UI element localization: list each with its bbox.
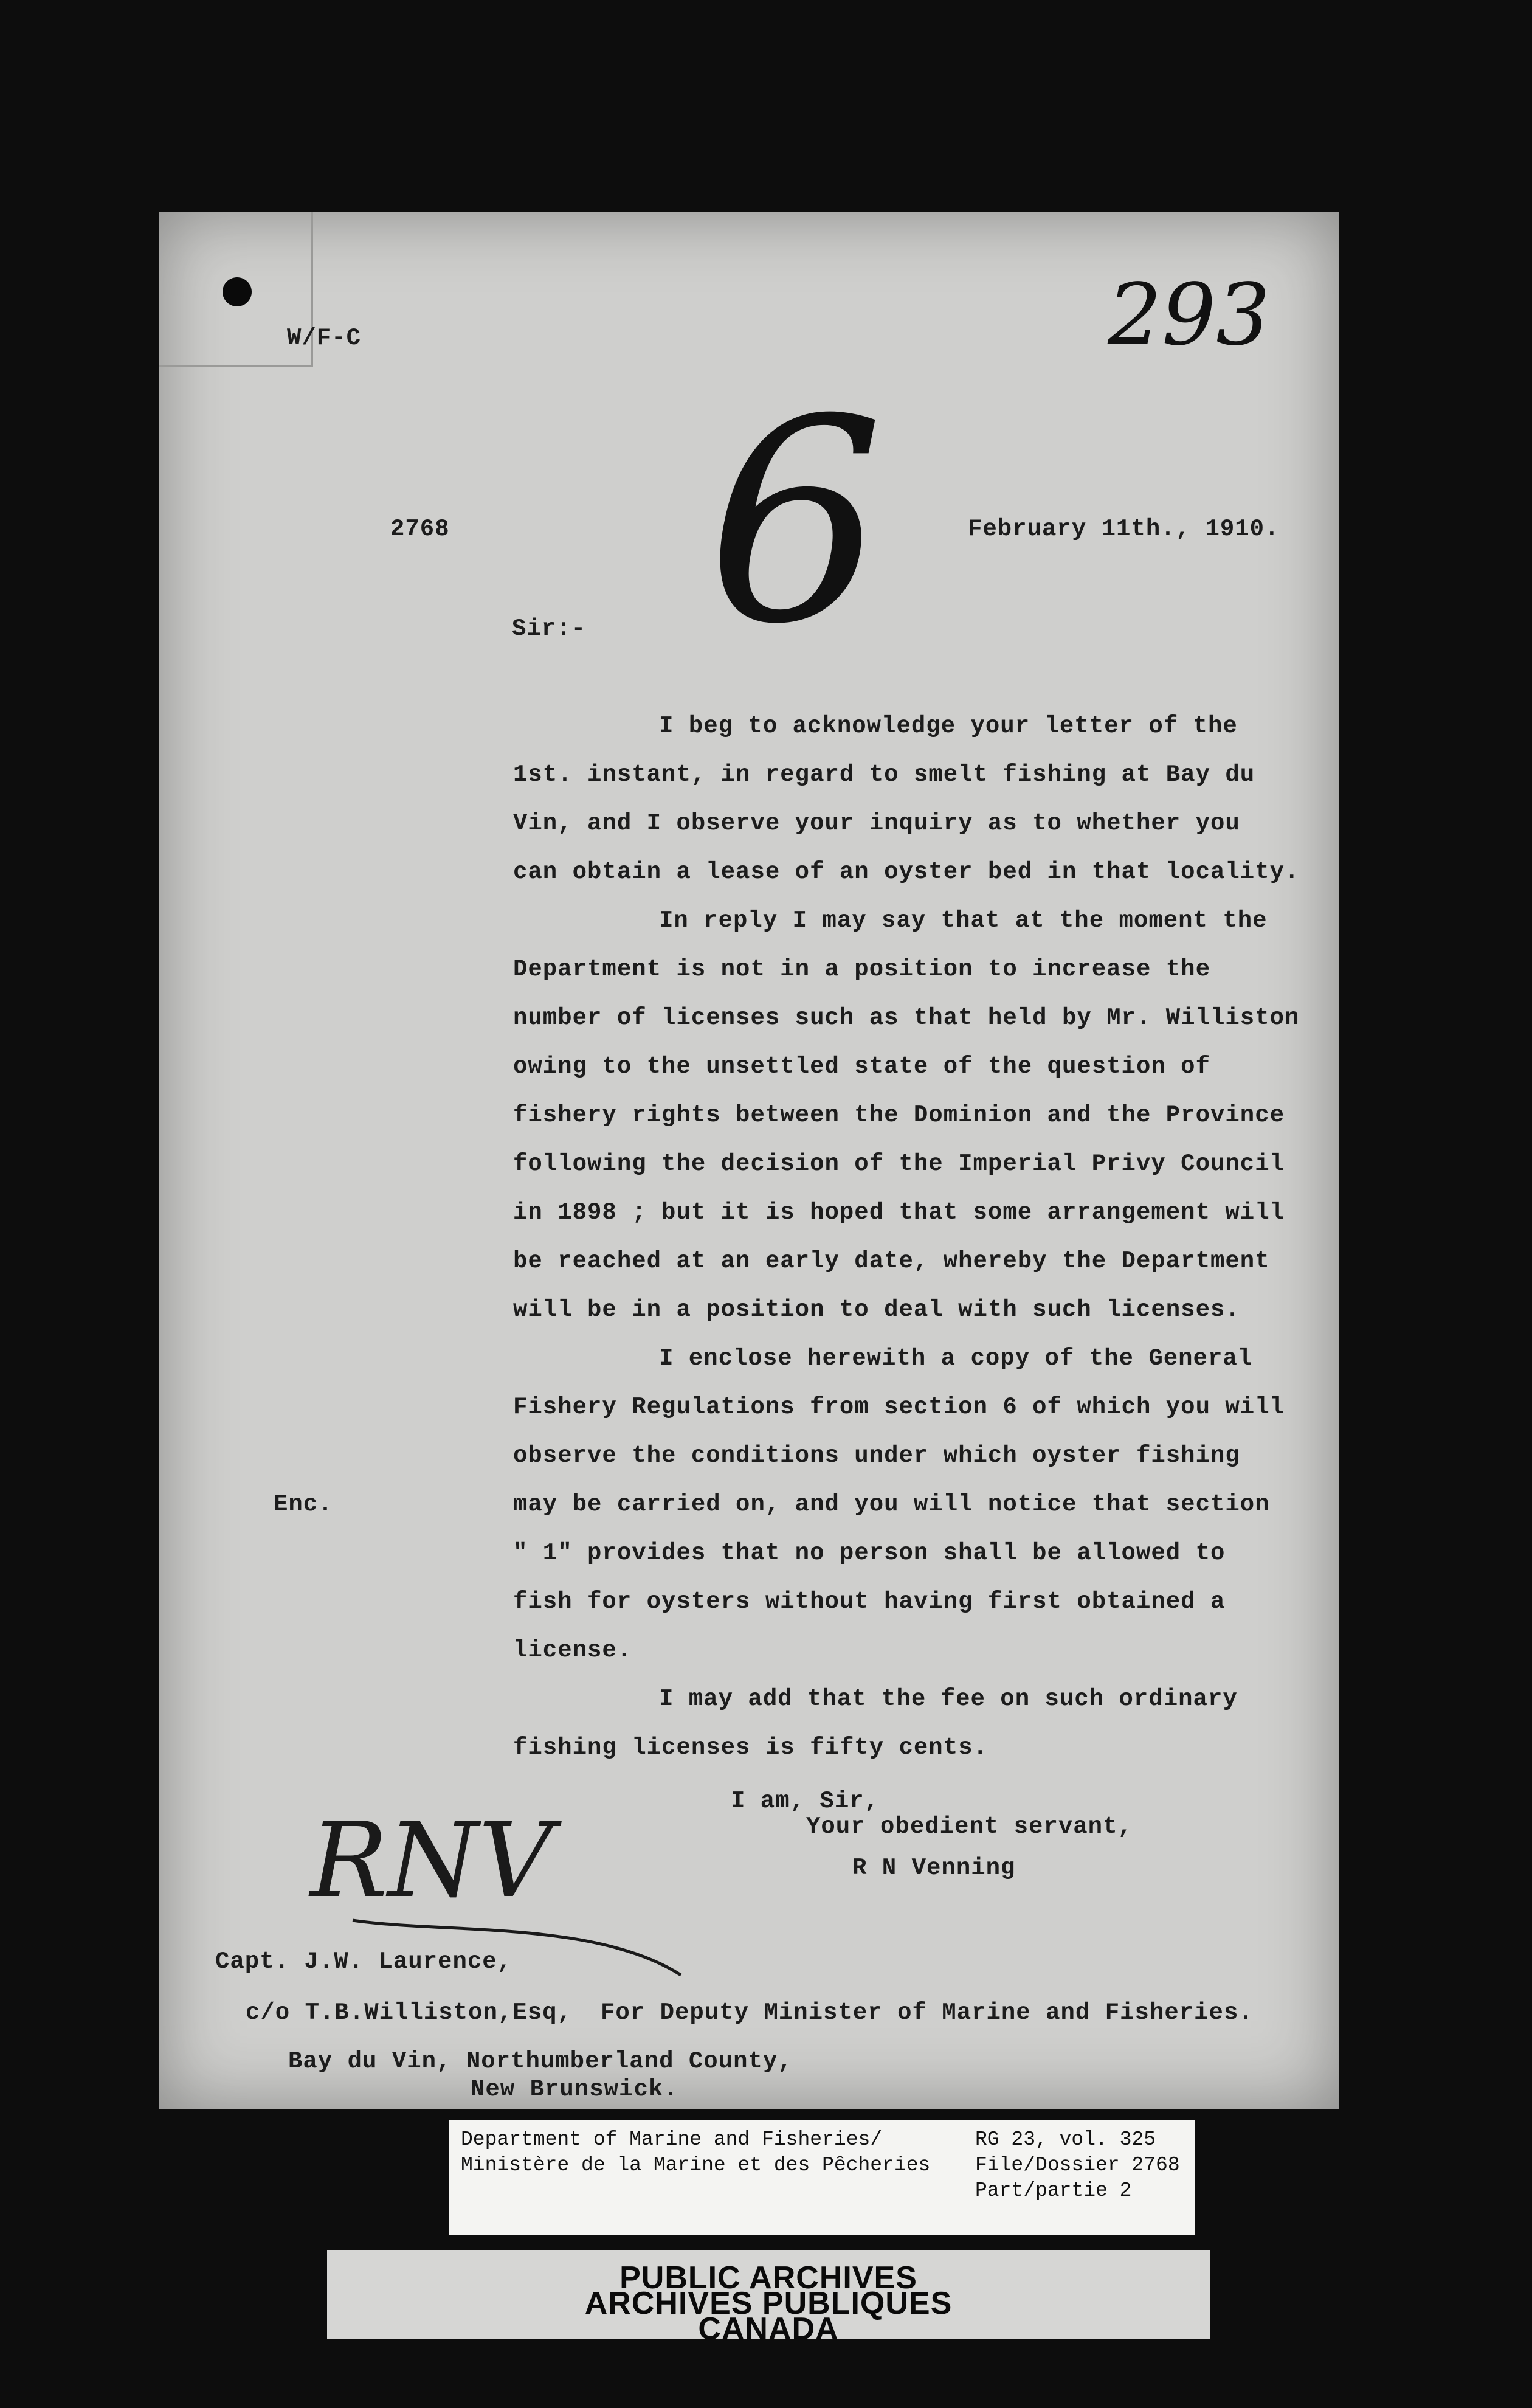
svg-text:RNV: RNV [310, 1801, 553, 1921]
label-record-group: RG 23, vol. 325 [975, 2128, 1156, 2151]
body-line: I beg to acknowledge your letter of the [659, 713, 1238, 739]
address-line: Bay du Vin, Northumberland County, [288, 2048, 793, 2075]
label-part: Part/partie 2 [975, 2179, 1132, 2202]
body-line: Vin, and I observe your inquiry as to whether you [513, 810, 1240, 837]
body-line: license. [513, 1637, 632, 1664]
body-line: fishing licenses is fifty cents. [513, 1734, 988, 1761]
svg-text:6: 6 [706, 360, 885, 685]
file-code: W/F-C [287, 325, 362, 351]
letter-date: February 11th., 1910. [968, 516, 1280, 542]
enclosure-note: Enc. [274, 1491, 333, 1518]
body-line: observe the conditions under which oyster fishing [513, 1442, 1240, 1469]
body-line: may be carried on, and you will notice that section [513, 1491, 1270, 1518]
handwritten-folio-mark [706, 360, 885, 685]
svg-text:293: 293 [1108, 266, 1271, 365]
stamp-line: CANADA [698, 2311, 839, 2347]
body-line: fishery rights between the Dominion and the Province [513, 1102, 1285, 1129]
address-line: Capt. J.W. Laurence, [215, 1948, 512, 1975]
archive-reference-label [449, 2120, 1195, 2235]
punch-hole [223, 277, 252, 306]
address-line: New Brunswick. [471, 2076, 678, 2103]
closing-line: I am, Sir, [731, 1788, 880, 1815]
body-line: owing to the unsettled state of the question of [513, 1053, 1210, 1080]
body-line: Department is not in a position to increase the [513, 956, 1210, 983]
body-line: will be in a position to deal with such licenses. [513, 1296, 1240, 1323]
body-line: in 1898 ; but it is hoped that some arrangement will [513, 1199, 1285, 1226]
body-line: " 1" provides that no person shall be allowed to [513, 1540, 1226, 1566]
body-line: be reached at an early date, whereby the Department [513, 1248, 1270, 1275]
body-line: fish for oysters without having first obtained a [513, 1588, 1226, 1615]
reference-number: 2768 [390, 516, 450, 542]
typed-signer: R N Venning [852, 1855, 1016, 1881]
stamp-line: PUBLIC ARCHIVES [619, 2260, 917, 2296]
body-line: Fishery Regulations from section 6 of which you will [513, 1394, 1285, 1420]
body-line: can obtain a lease of an oyster bed in that locality. [513, 859, 1300, 885]
for-deputy-line: For Deputy Minister of Marine and Fisheries. [601, 1999, 1254, 2026]
salutation: Sir:- [512, 615, 587, 642]
handwritten-initials [310, 1793, 699, 1975]
stamp-line: ARCHIVES PUBLIQUES [584, 2286, 953, 2321]
label-file-number: File/Dossier 2768 [975, 2154, 1180, 2176]
body-line: number of licenses such as that held by Mr. Williston [513, 1005, 1300, 1031]
address-line: c/o T.B.Williston,Esq, [246, 1999, 572, 2026]
body-line: I may add that the fee on such ordinary [659, 1686, 1238, 1712]
public-archives-stamp [327, 2250, 1210, 2347]
body-line: 1st. instant, in regard to smelt fishing at Bay du [513, 761, 1255, 788]
handwritten-page-number [1108, 266, 1271, 370]
body-line: I enclose herewith a copy of the General [659, 1345, 1253, 1372]
letter-page [159, 212, 1339, 2109]
body-line: In reply I may say that at the moment the [659, 907, 1268, 934]
closing-line: Your obedient servant, [806, 1813, 1133, 1840]
label-department-fr: Ministère de la Marine et des Pêcheries [461, 2154, 931, 2176]
label-department-en: Department of Marine and Fisheries/ [461, 2128, 883, 2151]
body-line: following the decision of the Imperial Privy Council [513, 1150, 1285, 1177]
